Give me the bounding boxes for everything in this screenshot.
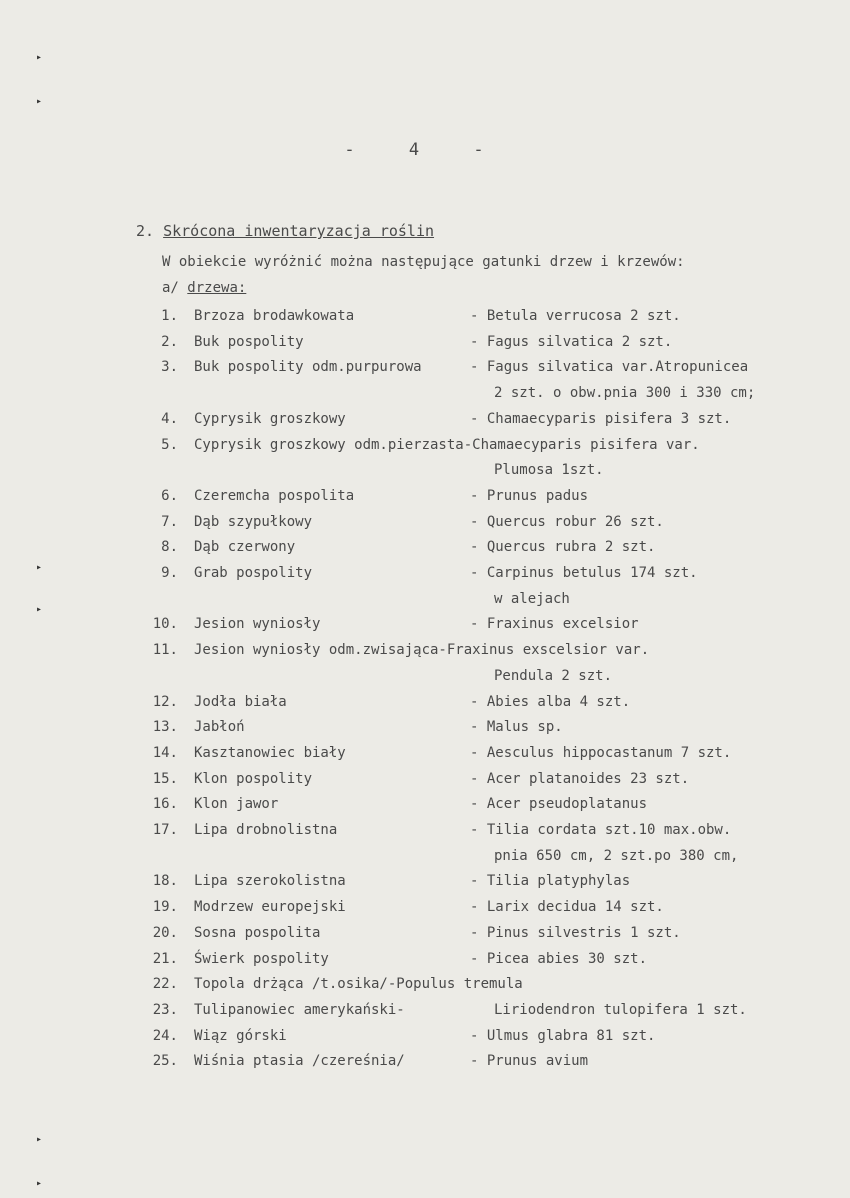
- list-item-latin-name: - Fagus silvatica var.Atropunicea: [470, 359, 749, 376]
- list-item-number: 23.: [152, 1001, 178, 1018]
- list-item-number: 1.: [161, 308, 178, 324]
- list-item-polish-name: Brzoza brodawkowata: [194, 308, 355, 324]
- list-item-number: 21.: [152, 950, 178, 967]
- list-item-number: 17.: [152, 822, 178, 838]
- list-item-number: 6.: [161, 487, 178, 504]
- list-item-latin-name: - Malus sp.: [470, 719, 563, 736]
- list-item-latin-name: - Picea abies 30 szt.: [470, 950, 648, 967]
- list-item-number: 14.: [152, 744, 178, 761]
- list-item-number: 16.: [152, 796, 178, 813]
- list-item-latin-name: - Quercus rubra 2 szt.: [470, 539, 656, 556]
- list-item-continuation: Pendula 2 szt.: [494, 667, 613, 684]
- list-item-continuation: Plumosa 1szt.: [494, 462, 604, 479]
- list-item-polish-name: Grab pospolity: [194, 565, 313, 581]
- list-item-latin-name: - Ulmus glabra 81 szt.: [470, 1027, 656, 1044]
- margin-mark: ▸: [36, 1134, 43, 1145]
- list-item-polish-name: Tulipanowiec amerykański-: [194, 1001, 405, 1018]
- list-item-polish-name: Buk pospolity odm.purpurowa: [194, 359, 422, 376]
- list-item-latin-name: - Pinus silvestris 1 szt.: [470, 924, 681, 941]
- list-item-polish-name: Topola drżąca /t.osika/-Populus tremula: [194, 976, 523, 993]
- list-item-latin-name: - Fagus silvatica 2 szt.: [470, 333, 673, 350]
- list-item-polish-name: Wiąz górski: [194, 1027, 287, 1044]
- list-item-polish-name: Świerk pospolity: [194, 950, 329, 967]
- list-item-polish-name: Kasztanowiec biały: [194, 744, 346, 761]
- list-item-latin-name: - Tilia platyphylas: [470, 873, 631, 890]
- list-item-number: 22.: [152, 976, 178, 993]
- section-title: Skrócona inwentaryzacja roślin: [163, 222, 435, 240]
- list-item-number: 12.: [152, 693, 178, 710]
- list-item-latin-name: - Betula verrucosa 2 szt.: [470, 308, 681, 324]
- list-item-number: 18.: [152, 873, 178, 890]
- list-item-number: 7.: [161, 513, 178, 530]
- list-item-polish-name: Cyprysik groszkowy: [194, 410, 346, 427]
- margin-mark: ▸: [36, 96, 43, 107]
- list-item-polish-name: Sosna pospolita: [194, 924, 321, 941]
- subsection-heading: [162, 280, 246, 296]
- list-item-polish-name: Klon jawor: [194, 796, 279, 813]
- list-item-polish-name: Lipa szerokolistna: [194, 873, 346, 890]
- list-item-polish-name: Klon pospolity: [194, 770, 313, 787]
- margin-mark: ▸: [36, 604, 43, 615]
- list-item-latin-name: - Chamaecyparis pisifera 3 szt.: [470, 410, 732, 427]
- list-item-number: 13.: [152, 719, 178, 736]
- subsection-letter: a/: [162, 280, 179, 296]
- list-item-number: 11.: [152, 642, 178, 659]
- margin-mark: ▸: [36, 52, 43, 63]
- list-item-number: 19.: [152, 899, 178, 916]
- margin-mark: ▸: [36, 562, 43, 573]
- list-item-number: 24.: [152, 1027, 178, 1044]
- list-item-continuation: 2 szt. o obw.pnia 300 i 330 cm;: [494, 385, 756, 402]
- list-item-polish-name: Dąb czerwony: [194, 539, 296, 556]
- list-item-latin-name: - Prunus avium: [470, 1053, 589, 1070]
- list-item-latin-name: - Aesculus hippocastanum 7 szt.: [470, 744, 732, 761]
- list-item-polish-name: Jodła biała: [194, 693, 287, 710]
- list-item-latin-name: - Quercus robur 26 szt.: [470, 513, 664, 530]
- list-item-latin-name: - Prunus padus: [470, 487, 589, 504]
- list-item-polish-name: Cyprysik groszkowy odm.pierzasta-Chamaecyparis pisifera var.: [194, 436, 700, 453]
- section-heading: [136, 222, 434, 240]
- list-item-number: 10.: [152, 616, 178, 633]
- margin-mark: ▸: [36, 1178, 43, 1189]
- list-item-latin-name: - Acer platanoides 23 szt.: [470, 770, 690, 787]
- list-item-polish-name: Czeremcha pospolita: [194, 487, 355, 504]
- list-item-polish-name: Jabłoń: [194, 719, 245, 736]
- intro-text: W obiekcie wyróżnić można następujące gatunki drzew i krzewów:: [162, 254, 685, 270]
- list-item-polish-name: Jesion wyniosły: [194, 616, 321, 633]
- list-item-latin-name: Liriodendron tulopifera 1 szt.: [494, 1001, 747, 1018]
- page-number: - 4 -: [344, 140, 506, 160]
- list-item-number: 25.: [152, 1053, 178, 1070]
- list-item-polish-name: Jesion wyniosły odm.zwisająca-Fraxinus exscelsior var.: [194, 642, 650, 659]
- list-item-latin-name: - Acer pseudoplatanus: [470, 796, 648, 813]
- list-item-continuation: pnia 650 cm, 2 szt.po 380 cm,: [494, 847, 739, 864]
- list-item-latin-name: - Tilia cordata szt.10 max.obw.: [470, 822, 732, 838]
- list-item-polish-name: Lipa drobnolistna: [194, 822, 338, 838]
- list-item-latin-name: - Abies alba 4 szt.: [470, 693, 631, 710]
- list-item-polish-name: Buk pospolity: [194, 333, 304, 350]
- list-item-latin-name: - Larix decidua 14 szt.: [470, 899, 664, 916]
- list-item-number: 4.: [161, 410, 178, 427]
- list-item-number: 15.: [152, 770, 178, 787]
- list-item-number: 2.: [161, 333, 178, 350]
- list-item-number: 8.: [161, 539, 178, 556]
- section-number: 2.: [136, 222, 155, 240]
- list-item-polish-name: Modrzew europejski: [194, 899, 346, 916]
- subsection-title: drzewa:: [187, 280, 247, 296]
- list-item-polish-name: Dąb szypułkowy: [194, 513, 313, 530]
- list-item-latin-name: - Carpinus betulus 174 szt.: [470, 565, 698, 581]
- list-item-continuation: w alejach: [494, 590, 570, 607]
- list-item-polish-name: Wiśnia ptasia /czereśnia/: [194, 1053, 405, 1070]
- list-item-number: 3.: [161, 359, 178, 376]
- list-item-number: 9.: [161, 565, 178, 581]
- list-item-number: 5.: [161, 436, 178, 453]
- list-item-number: 20.: [152, 924, 178, 941]
- list-item-latin-name: - Fraxinus excelsior: [470, 616, 639, 633]
